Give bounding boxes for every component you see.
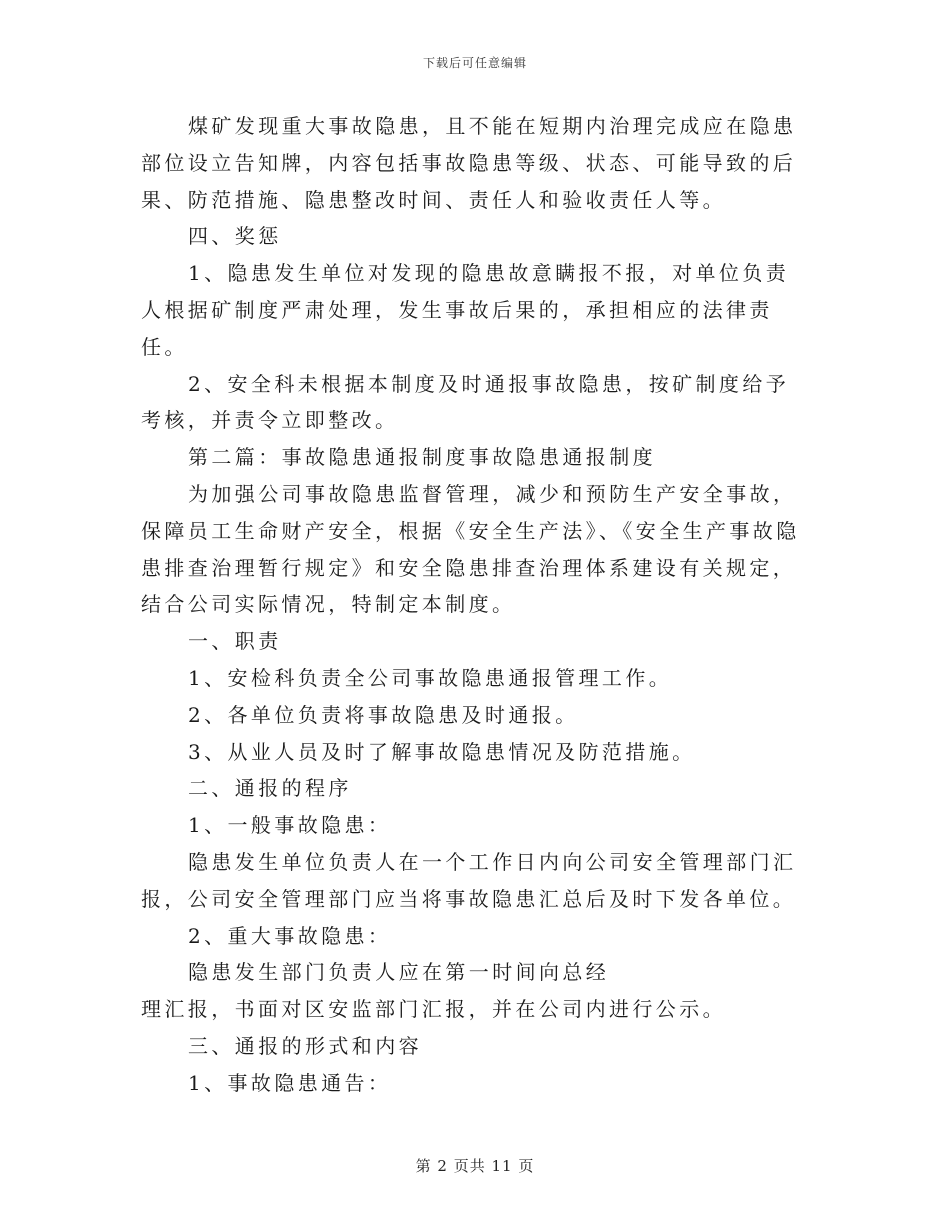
document-body	[141, 108, 811, 1102]
paragraph: 隐患发生单位负责人在一个工作日内向公司安全管理部门汇报，公司安全管理部门应当将事故隐患汇总后及时下发各单位。	[141, 849, 797, 911]
paragraph: 为加强公司事故隐患监督管理，减少和预防生产安全事故，保障员工生命财产安全，根据《安全生产法》、《安全生产事故隐患排查治理暂行规定》和安全隐患排查治理体系建设有关规定，结合公司实际情况，特制定本制度。	[141, 481, 800, 617]
paragraph: 2、安全科未根据本制度及时通报事故隐患，按矿制度给予考核，并责令立即整改。	[141, 371, 790, 433]
section-heading: 一、职责	[188, 629, 282, 654]
paragraph: 1、隐患发生单位对发现的隐患故意瞒报不报，对单位负责人根据矿制度严肃处理，发生事故后果的，承担相应的法律责任。	[141, 261, 790, 359]
paragraph: 煤矿发现重大事故隐患，且不能在短期内治理完成应在隐患部位设立告知牌，内容包括事故隐患等级、状态、可能导致的后果、防范措施、隐患整改时间、责任人和验收责任人等。	[141, 114, 797, 212]
list-item: 1、安检科负责全公司事故隐患通报管理工作。	[188, 665, 673, 690]
chapter-heading: 第二篇：事故隐患通报制度事故隐患通报制度	[188, 445, 656, 470]
section-heading: 二、通报的程序	[188, 776, 352, 801]
paragraph: 理汇报，书面对区安监部门汇报，并在公司内进行公示。	[141, 997, 726, 1022]
paragraph: 隐患发生部门负责人应在第一时间向总经	[188, 960, 610, 985]
page-header-note: 下载后可任意编辑	[422, 56, 527, 70]
section-heading: 四、奖惩	[188, 224, 282, 249]
page-number-footer: 第 2 页共 11 页	[415, 1157, 535, 1175]
subsection-heading: 2、重大事故隐患：	[188, 923, 392, 948]
subsection-heading: 1、事故隐患通告：	[188, 1070, 392, 1095]
section-heading: 三、通报的形式和内容	[188, 1033, 422, 1058]
subsection-heading: 1、一般事故隐患：	[188, 813, 392, 838]
list-item: 3、从业人员及时了解事故隐患情况及防范措施。	[188, 739, 696, 764]
list-item: 2、各单位负责将事故隐患及时通报。	[188, 702, 579, 727]
